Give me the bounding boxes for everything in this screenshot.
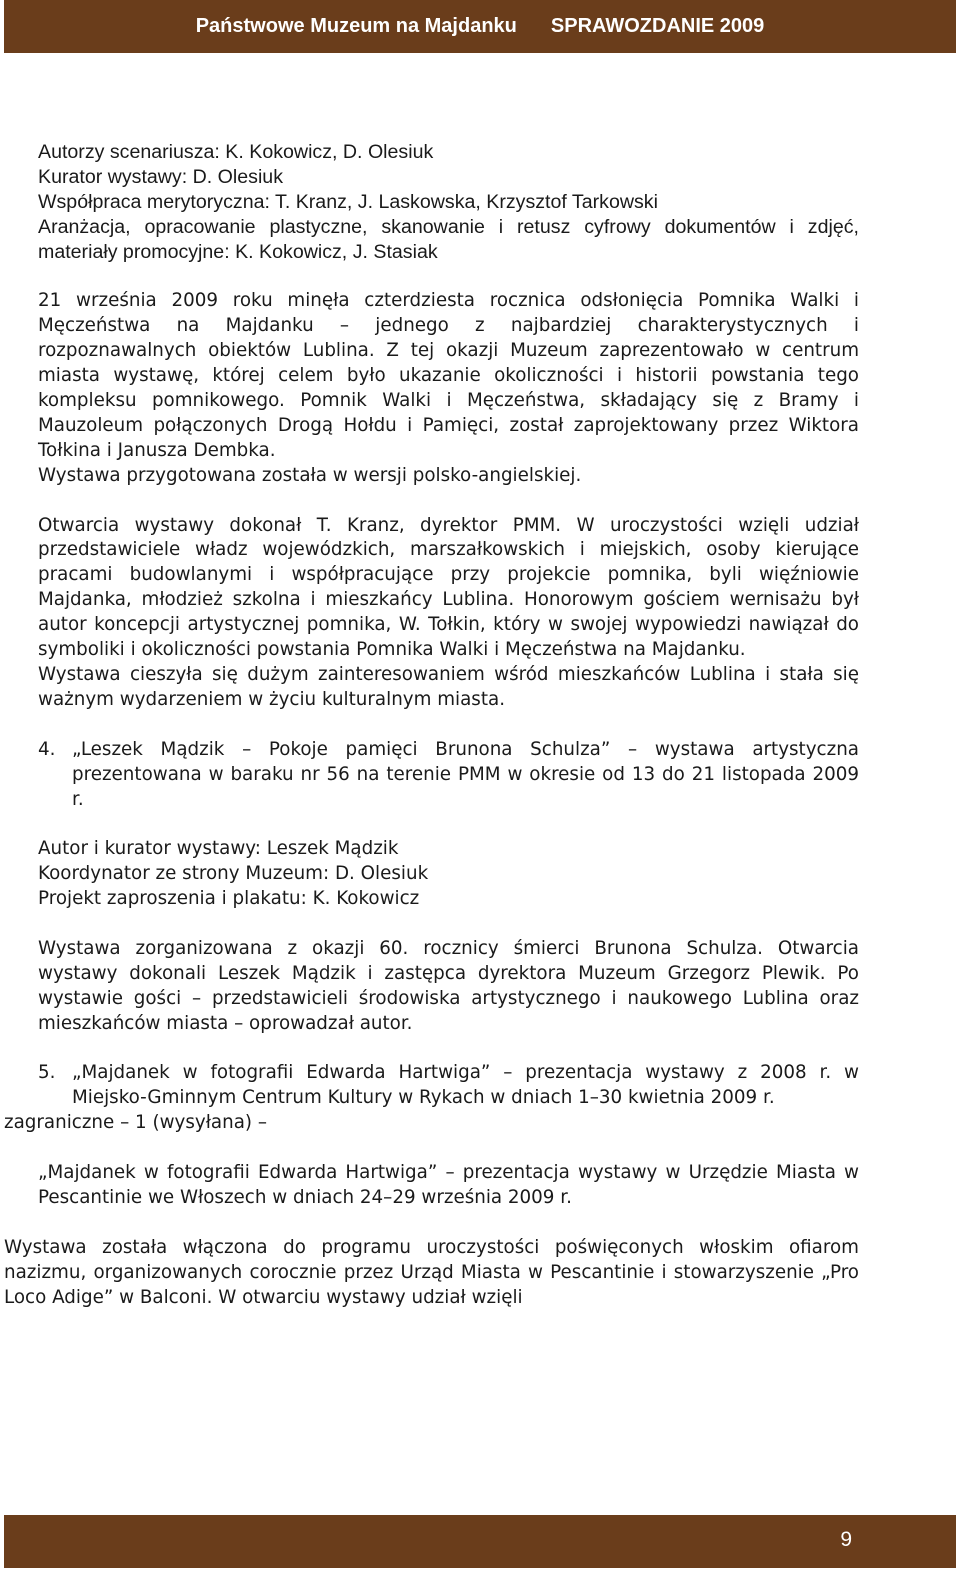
credit-line: Współpraca merytoryczna: T. Kranz, J. Laskowska, Krzysztof Tarkowski bbox=[38, 190, 658, 213]
credit-line: Autorzy scenariusza: K. Kokowicz, D. Olesiuk bbox=[38, 141, 434, 163]
list-item-text: „Leszek Mądzik – Pokoje pamięci Brunona Schulza” – wystawa artystyczna prezentowana w baraku nr 56 na terenie PMM w okresie od 13 do 21 listopada 2009 r. bbox=[72, 738, 859, 810]
header-title bbox=[4, 15, 956, 38]
paragraph: Wystawa została włączona do programu uroczystości poświęconych włoskim ofiarom nazizmu, organizowanych corocznie przez Urząd Miasta w Pescantinie i stowarzyszenie „Pro Loco Adige” w Balconi. W otwarciu wystawy udział wzięli bbox=[4, 1236, 859, 1308]
paragraph: 21 września 2009 roku minęła czterdziesta rocznica odsłonięcia Pomnika Walki i Męczeństwa na Majdanku – jednego z najbardziej charakterystycznych i rozpoznawalnych obiektów Lublina. Z tej okazji Muzeum zaprezentowało w centrum miasta wystawę, której celem było ukazanie okoliczności i historii powstania tego kompleksu pomnikowego. Pomnik Walki i Męczeństwa, składający się z Bramy i Mauzoleum połączonych Drogą Hołdu i Pamięci, został zaprojektowany przez Wiktora Tołkina i Janusza Dembka. bbox=[38, 290, 859, 461]
list-item-number: 4. bbox=[38, 738, 56, 760]
list-item-number: 5. bbox=[38, 1062, 56, 1084]
paragraph: Wystawa zorganizowana z okazji 60. rocznicy śmierci Brunona Schulza. Otwarcia wystawy dokonali Leszek Mądzik i zastępca dyrektora Muzeum Grzegorz Plewik. Po wystawie gości – przedstawicieli środowiska artystycznego i naukowego Lublina oraz mieszkańców miasta – oprowadzał autor. bbox=[38, 937, 859, 1034]
paragraph: Wystawa przygotowana została w wersji polsko-angielskiej. bbox=[38, 464, 582, 486]
credit-line: Koordynator ze strony Muzeum: D. Olesiuk bbox=[38, 863, 429, 885]
paragraph: Otwarcia wystawy dokonał T. Kranz, dyrektor PMM. W uroczystości wzięli udział przedstawiciele władz wojewódzkich, marszałkowskich i miejskich, osoby kierujące pracami budowlanymi i współpracujące przy projekcie pomnika, byli więźniowie Majdanka, młodzież szkolna i mieszkańcy Lublina. Honorowym gościem wernisażu był autor koncepcji artystycznej pomnika, W. Tołkin, który w swojej wypowiedzi nawiązał do symboliki i okoliczności powstania Pomnika Walki i Męczeństwa na Majdanku. bbox=[38, 514, 859, 661]
exhibition-credits bbox=[38, 140, 859, 265]
paragraph: „Majdanek w fotografii Edwarda Hartwiga” – prezentacja wystawy w Urzędzie Miasta w Pescantinie we Włoszech w dniach 24–29 września 2009 r. bbox=[38, 1162, 859, 1208]
list-item bbox=[38, 1061, 859, 1111]
credit-line: Autor i kurator wystawy: Leszek Mądzik bbox=[38, 838, 399, 860]
document-body bbox=[4, 140, 859, 1310]
header-museum-name: Państwowe Muzeum na Majdanku bbox=[195, 15, 517, 37]
page-header bbox=[4, 0, 956, 53]
header-report-title: SPRAWOZDANIE 2009 bbox=[550, 15, 765, 37]
list-item-text: „Majdanek w fotografii Edwarda Hartwiga” – prezentacja wystawy z 2008 r. w Miejsko-Gminnym Centrum Kultury w Rykach w dniach 1–30 kwietnia 2009 r. bbox=[72, 1062, 859, 1109]
section-label: zagraniczne – 1 (wysyłana) – bbox=[4, 1112, 267, 1134]
page-number: 9 bbox=[840, 1528, 852, 1551]
page-footer bbox=[4, 1515, 956, 1568]
paragraph: Wystawa cieszyła się dużym zainteresowaniem wśród mieszkańców Lublina i stała się ważnym wydarzeniem w życiu kulturalnym miasta. bbox=[38, 664, 859, 710]
credit-line: Aranżacja, opracowanie plastyczne, skanowanie i retusz cyfrowy dokumentów i zdjęć, materiały promocyjne: K. Kokowicz, J. Stasiak bbox=[38, 215, 859, 263]
credit-line: Projekt zaproszenia i plakatu: K. Kokowicz bbox=[38, 888, 420, 910]
credit-line: Kurator wystawy: D. Olesiuk bbox=[38, 165, 283, 188]
list-item bbox=[38, 738, 859, 813]
